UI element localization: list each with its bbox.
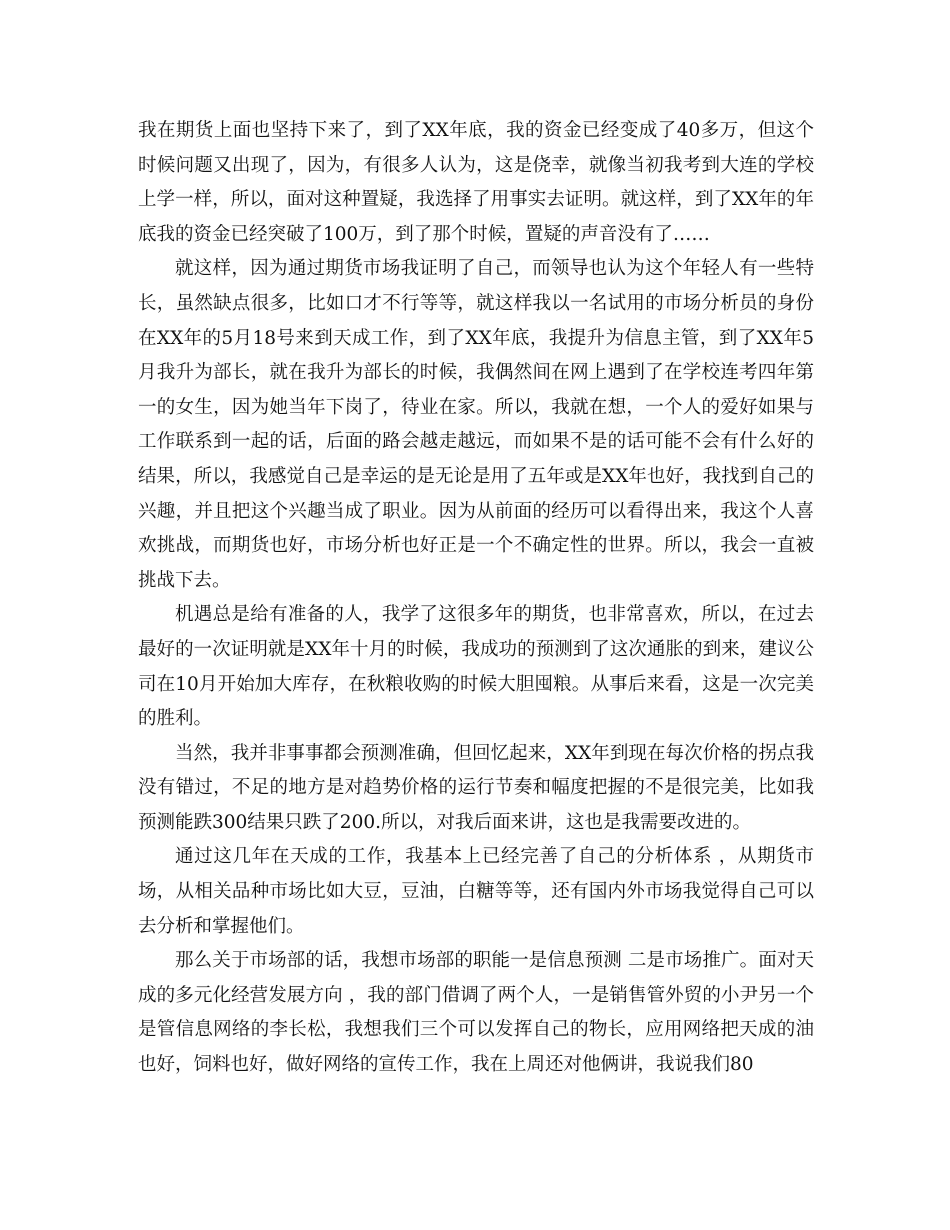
document-body <box>138 114 814 1083</box>
paragraph-1: 我在期货上面也坚持下来了，到了XX年底，我的资金已经变成了40多万，但这个时候问题又出现了，因为，有很多人认为，这是侥幸，就像当初我考到大连的学校上学一样，所以，面对这种置疑，我选择了用事实去证明。就这样，到了XX年的年底我的资金已经突破了100万，到了那个时候，置疑的声音没有了…… <box>138 120 814 245</box>
paragraph-2: 就这样，因为通过期货市场我证明了自己，而领导也认为这个年轻人有一些特长，虽然缺点很多，比如口才不行等等，就这样我以一名试用的市场分析员的身份在XX年的5月18号来到天成工作，到了XX年底，我提升为信息主管，到了XX年5月我升为部长，就在我升为部长的时候，我偶然间在网上遇到了在学校连考四年第一的女生，因为她当年下岗了，待业在家。所以，我就在想，一个人的爱好如果与工作联系到一起的话，后面的路会越走越远，而如果不是的话可能不会有什么好的结果，所以，我感觉自己是幸运的是无论是用了五年或是XX年也好，我找到自己的兴趣，并且把这个兴趣当成了职业。因为从前面的经历可以看得出来，我这个人喜欢挑战，而期货也好，市场分析也好正是一个不确定性的世界。所以，我会一直被挑战下去。 <box>138 258 814 591</box>
paragraph-5: 通过这几年在天成的工作，我基本上已经完善了自己的分析体系 ，从期货市场，从相关品种市场比如大豆，豆油，白糖等等，还有国内外市场我觉得自己可以去分析和掌握他们。 <box>138 846 814 937</box>
paragraph-3: 机遇总是给有准备的人，我学了这很多年的期货，也非常喜欢，所以，在过去最好的一次证明就是XX年十月的时候，我成功的预测到了这次通胀的到来，建议公司在10月开始加大库存，在秋粮收购的时候大胆囤粮。从事后来看，这是一次完美的胜利。 <box>138 604 814 730</box>
paragraph-4: 当然，我并非事事都会预测准确，但回忆起来，XX年到现在每次价格的拐点我没有错过，不足的地方是对趋势价格的运行节奏和幅度把握的不是很完美，比如我预测能跌300结果只跌了200.所以，对我后面来讲，这也是我需要改进的。 <box>138 742 814 833</box>
paragraph-6: 那么关于市场部的话，我想市场部的职能一是信息预测 二是市场推广。面对天成的多元化经营发展方向 ，我的部门借调了两个人，一是销售管外贸的小尹另一个是管信息网络的李长松，我想我们三个可以发挥自己的物长，应用网络把天成的油也好，饲料也好，做好网络的宣传工作，我在上周还对他俩讲，我说我们80 <box>138 950 814 1076</box>
